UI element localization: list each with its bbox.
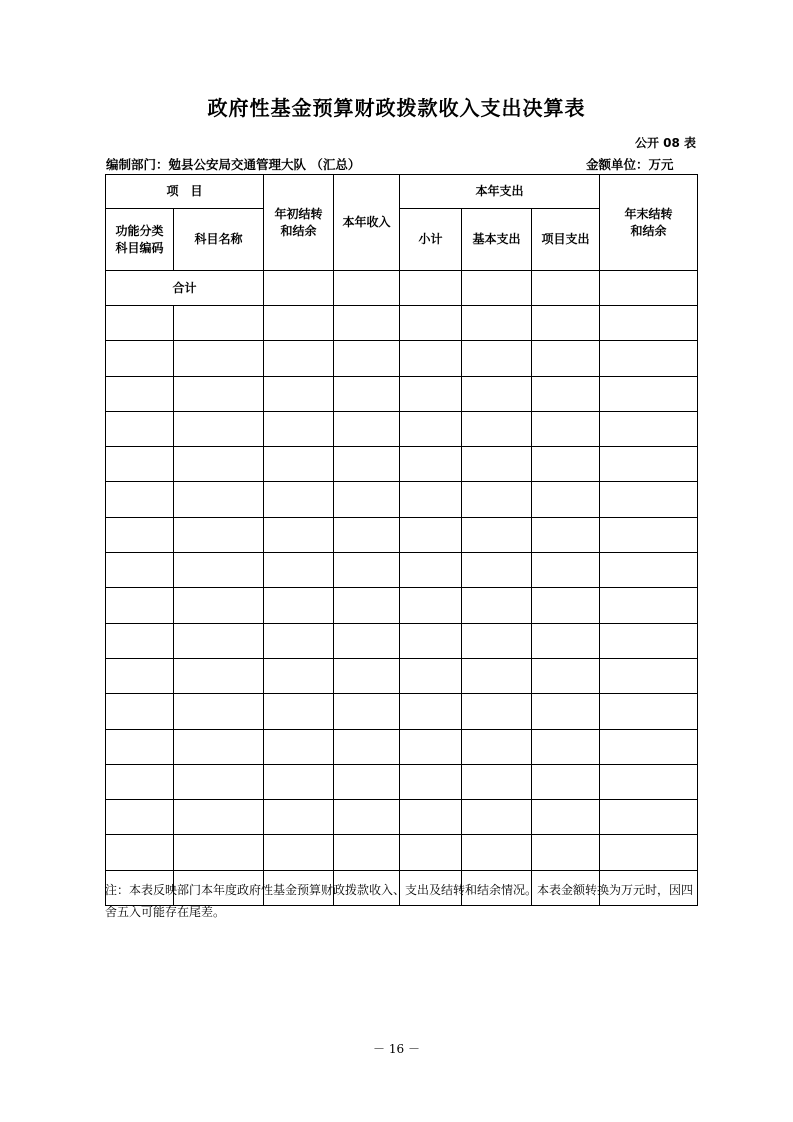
amount-unit-label: 金额单位：万元 — [586, 157, 674, 172]
table-cell — [462, 517, 532, 552]
table-cell — [106, 764, 174, 799]
table-cell — [600, 341, 698, 376]
table-cell — [600, 623, 698, 658]
table-cell — [174, 517, 264, 552]
table-cell — [462, 658, 532, 693]
table-cell — [106, 658, 174, 693]
organization-label: 编制部门：勉县公安局交通管理大队 （汇总） — [106, 157, 361, 172]
table-cell — [106, 341, 174, 376]
total-cell — [600, 271, 698, 306]
header-func-code — [106, 209, 174, 271]
table-cell — [462, 588, 532, 623]
table-cell — [462, 447, 532, 482]
table-cell — [400, 482, 462, 517]
table-cell — [334, 764, 400, 799]
header-expense: 本年支出 — [400, 175, 600, 209]
table-cell — [462, 729, 532, 764]
table-cell — [532, 376, 600, 411]
table-cell — [174, 447, 264, 482]
header-func-code-text: 功能分类科目编码 — [115, 223, 164, 255]
total-cell — [400, 271, 462, 306]
table-note: 注：本表反映部门本年度政府性基金预算财政拨款收入、支出及结转和结余情况。本表金额转换为万元时，因四舍五入可能存在尾差。 — [105, 883, 694, 919]
table-row — [106, 306, 698, 341]
fund-budget-table — [105, 174, 698, 906]
table-cell — [600, 376, 698, 411]
table-cell — [174, 800, 264, 835]
header-end-balance — [600, 175, 698, 271]
table-cell — [532, 411, 600, 446]
table-cell — [532, 729, 600, 764]
table-cell — [532, 658, 600, 693]
table-cell — [264, 764, 334, 799]
table-cell — [532, 517, 600, 552]
table-cell — [106, 694, 174, 729]
table-cell — [264, 306, 334, 341]
table-cell — [462, 694, 532, 729]
table-cell — [600, 517, 698, 552]
table-cell — [600, 553, 698, 588]
table-cell — [174, 835, 264, 870]
table-row — [106, 694, 698, 729]
table-cell — [334, 729, 400, 764]
table-cell — [106, 447, 174, 482]
table-cell — [462, 341, 532, 376]
table-cell — [106, 553, 174, 588]
table-row — [106, 729, 698, 764]
total-cell — [462, 271, 532, 306]
table-cell — [264, 729, 334, 764]
table-cell — [334, 517, 400, 552]
table-cell — [334, 694, 400, 729]
table-row — [106, 341, 698, 376]
table-cell — [174, 411, 264, 446]
table-cell — [264, 694, 334, 729]
table-cell — [264, 553, 334, 588]
table-cell — [334, 341, 400, 376]
table-cell — [400, 658, 462, 693]
form-number: 公开 08 表 — [634, 136, 696, 150]
table-cell — [106, 588, 174, 623]
table-cell — [532, 447, 600, 482]
table-cell — [334, 553, 400, 588]
table-row — [106, 658, 698, 693]
table-cell — [106, 411, 174, 446]
table-cell — [174, 729, 264, 764]
table-cell — [400, 517, 462, 552]
total-label: 合计 — [106, 271, 264, 306]
table-row — [106, 482, 698, 517]
table-cell — [600, 658, 698, 693]
table-cell — [462, 306, 532, 341]
table-row — [106, 623, 698, 658]
total-cell — [264, 271, 334, 306]
table-cell — [532, 588, 600, 623]
table-cell — [400, 411, 462, 446]
table-row — [106, 835, 698, 870]
table-cell — [532, 800, 600, 835]
table-cell — [106, 800, 174, 835]
table-cell — [106, 306, 174, 341]
table-cell — [462, 800, 532, 835]
table-cell — [174, 341, 264, 376]
header-subtotal: 小计 — [400, 209, 462, 271]
table-cell — [334, 376, 400, 411]
table-cell — [334, 306, 400, 341]
header-begin-balance — [264, 175, 334, 271]
table-cell — [400, 623, 462, 658]
table-cell — [264, 658, 334, 693]
table-row — [106, 376, 698, 411]
header-subject-name: 科目名称 — [174, 209, 264, 271]
table-cell — [462, 835, 532, 870]
table-cell — [600, 482, 698, 517]
header-project-expense: 项目支出 — [532, 209, 600, 271]
page-title: 政府性基金预算财政拨款收入支出决算表 — [207, 96, 586, 120]
table-cell — [334, 800, 400, 835]
table-cell — [264, 517, 334, 552]
table-cell — [264, 411, 334, 446]
table-cell — [264, 341, 334, 376]
table-cell — [334, 658, 400, 693]
table-row — [106, 764, 698, 799]
table-cell — [174, 588, 264, 623]
table-cell — [400, 729, 462, 764]
table-cell — [532, 764, 600, 799]
header-basic-expense: 基本支出 — [462, 209, 532, 271]
table-cell — [174, 553, 264, 588]
table-cell — [400, 764, 462, 799]
table-cell — [334, 447, 400, 482]
table-row — [106, 447, 698, 482]
table-cell — [400, 341, 462, 376]
table-cell — [334, 623, 400, 658]
table-row — [106, 411, 698, 446]
table-cell — [334, 835, 400, 870]
header-item: 项 目 — [106, 175, 264, 209]
table-cell — [264, 623, 334, 658]
table-cell — [106, 623, 174, 658]
table-cell — [400, 835, 462, 870]
total-cell — [532, 271, 600, 306]
table-cell — [264, 835, 334, 870]
table-cell — [400, 447, 462, 482]
table-cell — [174, 306, 264, 341]
total-cell — [334, 271, 400, 306]
table-cell — [532, 623, 600, 658]
table-cell — [334, 482, 400, 517]
table-cell — [174, 623, 264, 658]
table-cell — [400, 800, 462, 835]
table-cell — [106, 482, 174, 517]
table-cell — [532, 835, 600, 870]
table-cell — [400, 553, 462, 588]
header-row-1 — [106, 175, 698, 209]
table-row — [106, 517, 698, 552]
table-cell — [532, 553, 600, 588]
table-cell — [532, 482, 600, 517]
table-cell — [400, 376, 462, 411]
table-cell — [400, 588, 462, 623]
table-cell — [264, 800, 334, 835]
table-row — [106, 800, 698, 835]
table-cell — [174, 482, 264, 517]
table-cell — [462, 482, 532, 517]
table-cell — [462, 623, 532, 658]
page-number: － 16 － — [373, 1042, 420, 1056]
table-cell — [600, 729, 698, 764]
table-cell — [600, 306, 698, 341]
table-cell — [106, 376, 174, 411]
table-cell — [264, 588, 334, 623]
table-cell — [462, 411, 532, 446]
table-cell — [264, 376, 334, 411]
total-row — [106, 271, 698, 306]
table-cell — [532, 341, 600, 376]
table-cell — [174, 376, 264, 411]
table-cell — [400, 694, 462, 729]
table-cell — [462, 764, 532, 799]
table-cell — [174, 764, 264, 799]
table-cell — [462, 376, 532, 411]
table-cell — [334, 411, 400, 446]
table-cell — [532, 306, 600, 341]
table-cell — [532, 694, 600, 729]
table-cell — [462, 553, 532, 588]
table-row — [106, 588, 698, 623]
table-cell — [600, 835, 698, 870]
table-cell — [264, 482, 334, 517]
table-cell — [106, 729, 174, 764]
table-cell — [264, 447, 334, 482]
table-cell — [106, 835, 174, 870]
table-cell — [174, 694, 264, 729]
header-begin-balance-text: 年初结转和结余 — [274, 206, 323, 238]
table-row — [106, 553, 698, 588]
header-income: 本年收入 — [334, 175, 400, 271]
header-end-balance-text: 年末结转和结余 — [624, 206, 673, 238]
table-cell — [600, 764, 698, 799]
table-cell — [174, 658, 264, 693]
table-cell — [334, 588, 400, 623]
table-cell — [600, 800, 698, 835]
table-cell — [600, 588, 698, 623]
table-cell — [600, 694, 698, 729]
table-cell — [600, 447, 698, 482]
table-cell — [600, 411, 698, 446]
table-cell — [106, 517, 174, 552]
table-cell — [400, 306, 462, 341]
